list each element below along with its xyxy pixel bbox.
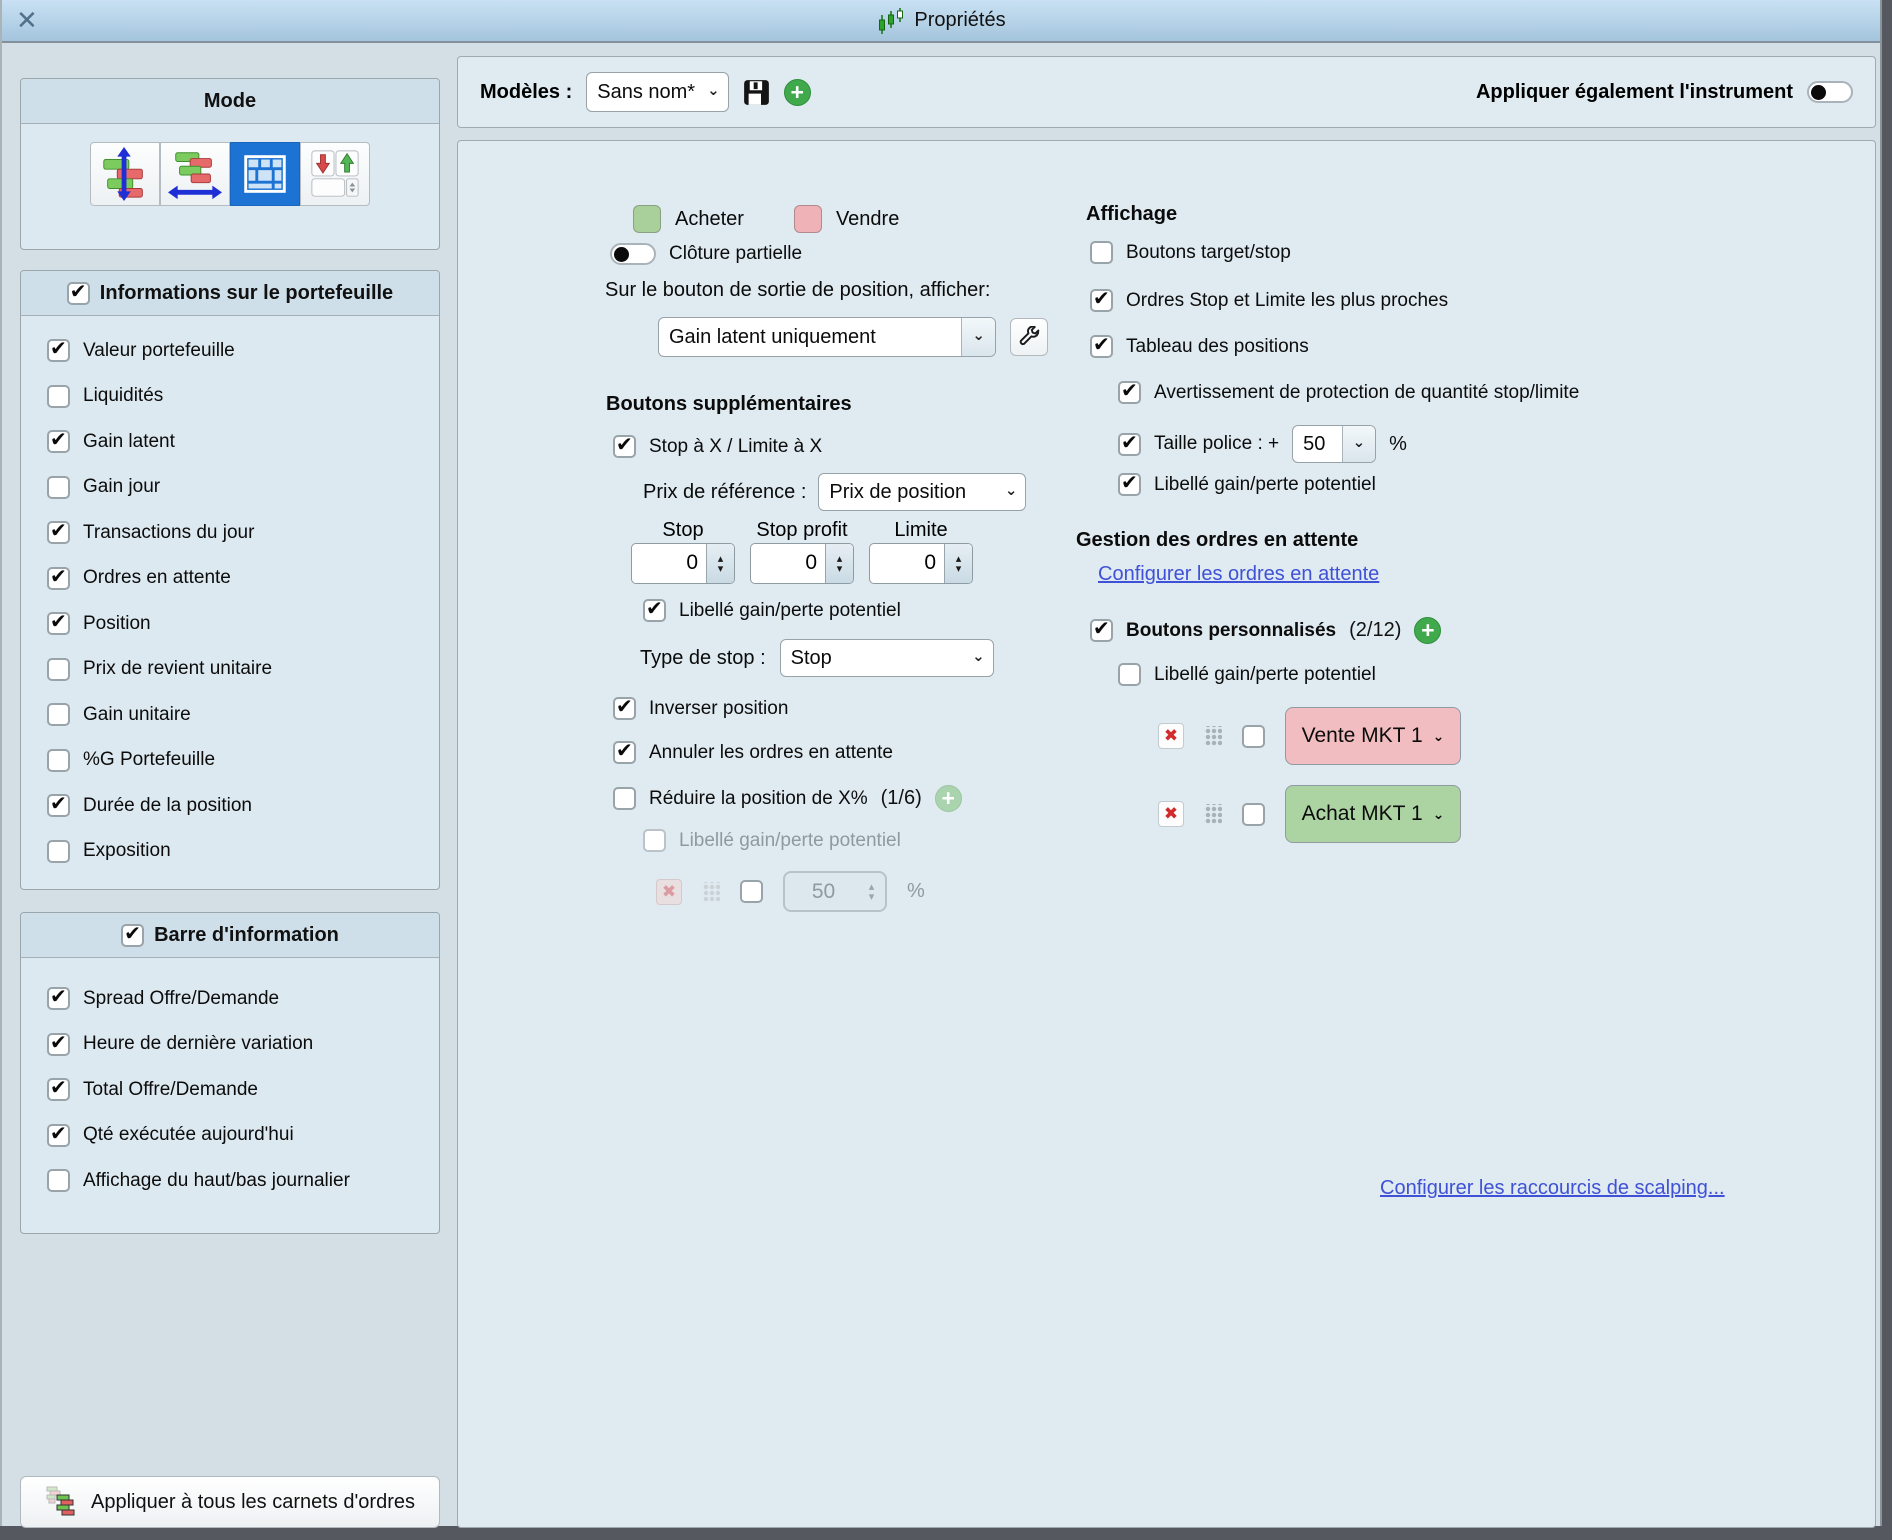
close-icon[interactable]: ✕	[16, 5, 38, 35]
pending-orders-title: Gestion des ordres en attente	[1076, 529, 1359, 551]
checkbox[interactable]	[1118, 663, 1141, 686]
infobar-group-checkbox[interactable]	[121, 924, 144, 947]
drag-handle-icon	[702, 882, 720, 902]
stop-spinner[interactable]: 0 ▴ ▾	[631, 543, 735, 584]
font-size-unit: %	[1389, 432, 1407, 455]
spin-header-limit: Limite	[894, 519, 948, 541]
custom-gain-label-row: Libellé gain/perte potentiel	[1118, 663, 1376, 686]
apply-all-label: Appliquer à tous les carnets d'ordres	[91, 1490, 415, 1513]
apply-instrument-label: Appliquer également l'instrument	[1475, 80, 1793, 103]
delete-button-icon[interactable]: ✖	[1158, 723, 1184, 749]
checkbox[interactable]	[47, 521, 70, 544]
orderbook-icon	[45, 1485, 79, 1519]
infobar-item: ✔ Total Offre/Demande	[47, 1067, 439, 1113]
qty-warning-row: ✔ Avertissement de protection de quantité stop/limite	[1118, 381, 1579, 404]
mode-arrows-icon	[308, 147, 362, 201]
portfolio-item: ✔ Position	[47, 601, 439, 647]
mode-grid-icon	[238, 147, 292, 201]
add-custom-button[interactable]: +	[1414, 617, 1441, 644]
stop-type-select[interactable]: Stop ⌄	[780, 639, 994, 677]
add-reduce-button: +	[935, 785, 962, 812]
wrench-icon	[1018, 326, 1041, 349]
infobar-item: Affichage du haut/bas journalier	[47, 1158, 439, 1204]
spin-header-stop-profit: Stop profit	[756, 519, 848, 541]
checkbox[interactable]	[47, 658, 70, 681]
buy-label: Acheter	[675, 207, 744, 230]
checkbox[interactable]	[1242, 803, 1265, 826]
portfolio-item: %G Portefeuille	[47, 738, 439, 784]
portfolio-item: Gain jour	[47, 465, 439, 511]
mode-button-grid[interactable]	[230, 142, 300, 206]
checkbox[interactable]	[47, 1124, 70, 1147]
portfolio-group-checkbox[interactable]	[67, 282, 90, 305]
checkbox[interactable]	[47, 1078, 70, 1101]
portfolio-item: ✔ Durée de la position	[47, 783, 439, 829]
checkbox[interactable]	[47, 1033, 70, 1056]
reduce-position-row: Réduire la position de X% (1/6) +	[613, 785, 962, 812]
spin-header-stop: Stop	[662, 519, 704, 541]
portfolio-group	[20, 270, 440, 890]
ref-price-label: Prix de référence :	[643, 480, 807, 503]
checkbox[interactable]	[47, 987, 70, 1010]
chevron-down-icon: ⌄	[972, 648, 985, 665]
portfolio-group-title: Informations sur le portefeuille	[99, 281, 394, 304]
portfolio-item: Exposition	[47, 829, 439, 875]
checkbox[interactable]	[47, 339, 70, 362]
custom-buttons-counter: (2/12)	[1349, 619, 1402, 641]
portfolio-item: ✔ Transactions du jour	[47, 510, 439, 556]
checkbox[interactable]	[47, 749, 70, 772]
positions-table-row: ✔ Tableau des positions	[1090, 335, 1309, 358]
portfolio-item: Liquidités	[47, 374, 439, 420]
checkbox[interactable]	[1090, 289, 1113, 312]
font-size-row: ✔ Taille police : + 50 ⌄ %	[1118, 425, 1407, 463]
display-title: Affichage	[1086, 203, 1178, 225]
wrench-button[interactable]	[1010, 318, 1048, 356]
target-stop-row: Boutons target/stop	[1090, 241, 1291, 264]
buy-mkt-button[interactable]: Achat MKT 1 ⌄	[1285, 785, 1461, 843]
mode-button-arrows[interactable]	[300, 142, 370, 206]
portfolio-item: Gain unitaire	[47, 692, 439, 738]
limit-spinner[interactable]: 0 ▴ ▾	[869, 543, 973, 584]
percent-label: %	[907, 880, 925, 902]
portfolio-item: ✔ Gain latent	[47, 419, 439, 465]
custom-buttons-row: ✔ Boutons personnalisés (2/12) +	[1090, 617, 1441, 644]
exit-button-label: Sur le bouton de sortie de position, afficher:	[605, 279, 991, 301]
sell-label: Vendre	[835, 207, 900, 230]
checkbox[interactable]	[47, 476, 70, 499]
checkbox	[643, 829, 666, 852]
checkbox[interactable]	[1118, 433, 1141, 456]
checkbox[interactable]	[47, 1169, 70, 1192]
checkbox[interactable]	[1118, 473, 1141, 496]
infobar-item: ✔ Heure de dernière variation	[47, 1022, 439, 1068]
titlebar	[2, 0, 1880, 43]
exit-display-select[interactable]: Gain latent uniquement ⌄	[658, 317, 996, 357]
checkbox[interactable]	[47, 385, 70, 408]
infobar-group-title: Barre d'information	[154, 923, 339, 946]
delete-reduce-icon: ✖	[656, 879, 682, 905]
save-icon[interactable]	[743, 79, 770, 106]
gain-label-row-1: ✔ Libellé gain/perte potentiel	[643, 599, 901, 622]
chevron-down-icon: ⌄	[1004, 482, 1018, 499]
gain-label-row-2: Libellé gain/perte potentiel	[643, 829, 901, 852]
checkbox[interactable]	[643, 599, 666, 622]
mode-group-title: Mode	[203, 89, 257, 112]
configure-pending-orders-link[interactable]: Configurer les ordres en attente	[1098, 563, 1380, 585]
cancel-pending-row: ✔ Annuler les ordres en attente	[613, 741, 893, 764]
portfolio-item: ✔ Ordres en attente	[47, 556, 439, 602]
templates-label: Modèles :	[480, 80, 573, 103]
ref-price-select[interactable]: Prix de position ⌄	[818, 473, 1026, 511]
sell-color-swatch	[794, 205, 822, 233]
chevron-down-icon: ⌄	[961, 318, 995, 356]
chevron-down-icon: ⌄	[707, 82, 720, 99]
buy-color-swatch	[633, 205, 661, 233]
checkbox[interactable]	[1118, 381, 1141, 404]
inverse-position-row: ✔ Inverser position	[613, 697, 788, 720]
chevron-down-icon: ⌄	[1342, 426, 1376, 462]
stop-type-label: Type de stop :	[640, 646, 766, 669]
checkbox	[740, 880, 763, 903]
checkbox[interactable]	[1090, 241, 1113, 264]
partial-close-row: Clôture partielle	[610, 243, 802, 265]
checkbox[interactable]	[1242, 725, 1265, 748]
checkbox[interactable]	[1090, 619, 1113, 642]
nearest-orders-row: ✔ Ordres Stop et Limite les plus proches	[1090, 289, 1448, 312]
apply-instrument-toggle[interactable]	[1807, 81, 1853, 103]
partial-close-toggle[interactable]	[610, 243, 656, 265]
custom-button-row-sell	[1158, 707, 1461, 765]
extra-buttons-title: Boutons supplémentaires	[606, 393, 852, 415]
reduce-counter: (1/6)	[880, 787, 922, 809]
add-template-button[interactable]: +	[784, 79, 811, 106]
stop-profit-spinner[interactable]: 0 ▴ ▾	[750, 543, 854, 584]
checkbox[interactable]	[613, 787, 636, 810]
apply-all-orderbooks-button[interactable]	[20, 1476, 440, 1528]
chevron-down-icon: ⌄	[1432, 727, 1445, 744]
templates-panel	[457, 56, 1876, 128]
checkbox[interactable]	[47, 703, 70, 726]
candlestick-icon	[876, 7, 906, 35]
chevron-down-icon: ⌄	[1432, 805, 1445, 822]
mode-group	[20, 78, 440, 250]
checkbox[interactable]	[47, 567, 70, 590]
checkbox[interactable]	[1090, 335, 1113, 358]
checkbox[interactable]	[613, 435, 636, 458]
infobar-group	[20, 912, 440, 1234]
reduce-percent-spinner: 50 ▴ ▾	[783, 871, 887, 912]
buy-sell-legend	[633, 205, 899, 233]
checkbox[interactable]	[47, 794, 70, 817]
delete-button-icon[interactable]: ✖	[1158, 801, 1184, 827]
infobar-item: ✔ Spread Offre/Demande	[47, 976, 439, 1022]
main-panel	[457, 140, 1876, 1528]
checkbox[interactable]	[47, 430, 70, 453]
portfolio-item: ✔ Valeur portefeuille	[47, 328, 439, 374]
mode-button-vertical[interactable]	[90, 142, 160, 206]
window-title: Propriétés	[914, 9, 1006, 31]
configure-scalping-link[interactable]: Configurer les raccourcis de scalping...	[1380, 1177, 1725, 1199]
sell-mkt-button[interactable]: Vente MKT 1 ⌄	[1285, 707, 1461, 765]
mode-horizontal-icon	[168, 147, 222, 201]
template-select[interactable]: Sans nom* ⌄	[586, 72, 728, 112]
checkbox[interactable]	[47, 840, 70, 863]
checkbox[interactable]	[613, 697, 636, 720]
stop-limit-row: ✔ Stop à X / Limite à X	[613, 435, 822, 458]
display-gain-label-row: ✔ Libellé gain/perte potentiel	[1118, 473, 1376, 496]
drag-handle-icon[interactable]	[1204, 726, 1222, 746]
custom-button-row-buy	[1158, 785, 1461, 843]
portfolio-item: Prix de revient unitaire	[47, 647, 439, 693]
drag-handle-icon[interactable]	[1204, 804, 1222, 824]
mode-vertical-icon	[98, 147, 152, 201]
checkbox[interactable]	[47, 612, 70, 635]
mode-button-horizontal[interactable]	[160, 142, 230, 206]
infobar-item: ✔ Qté exécutée aujourd'hui	[47, 1113, 439, 1159]
font-size-select[interactable]: 50 ⌄	[1292, 425, 1376, 463]
checkbox[interactable]	[613, 741, 636, 764]
